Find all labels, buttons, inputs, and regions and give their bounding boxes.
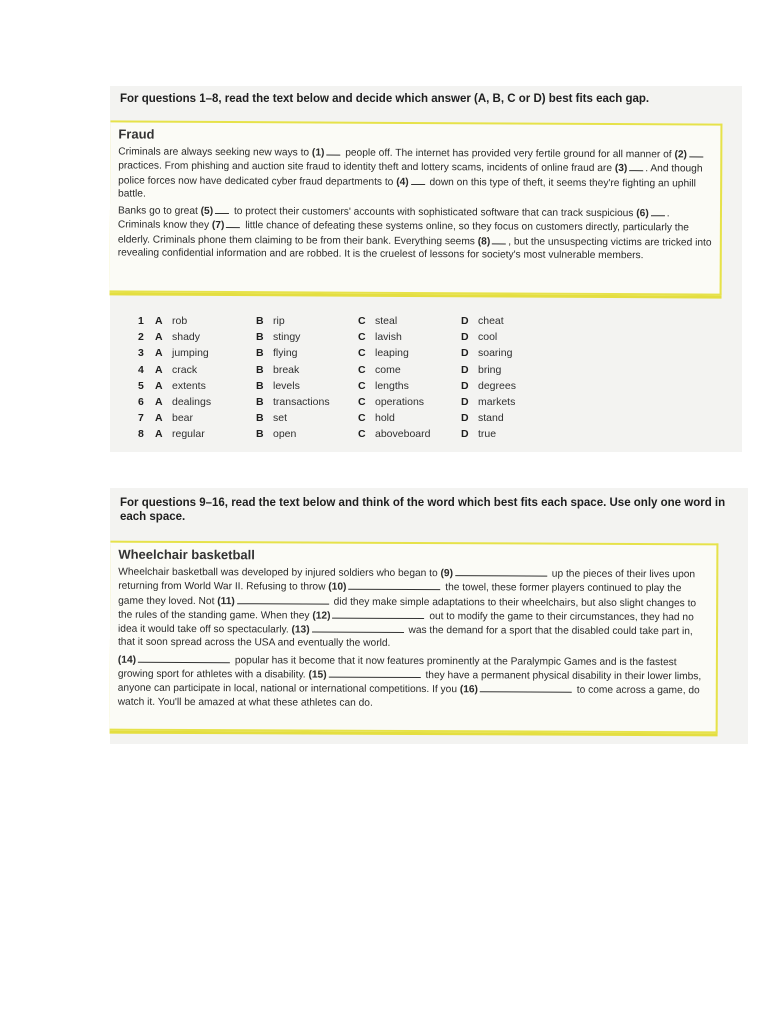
option-letter: A <box>155 379 163 392</box>
option-letter: C <box>358 315 366 327</box>
gap-14[interactable] <box>138 653 230 663</box>
gap-number-7: (7) <box>211 220 225 232</box>
option-d[interactable]: stand <box>478 412 504 425</box>
question-number: 7 <box>138 412 144 425</box>
option-letter: A <box>155 331 163 344</box>
option-a[interactable]: shady <box>172 331 201 344</box>
option-letter: B <box>256 395 264 408</box>
option-b[interactable]: flying <box>273 347 298 360</box>
option-letter: A <box>155 315 163 327</box>
gap-number-11: (11) <box>217 595 235 607</box>
option-letter: D <box>461 412 469 425</box>
gap-number-10: (10) <box>328 581 347 594</box>
gap-4[interactable] <box>411 175 425 185</box>
option-letter: D <box>461 363 469 376</box>
passage-paragraph-2: Banks go to great (5) to protect their customers' accounts with sophisticated software that can track suspicious (6) . Criminals know they (7) little chance of defeating these systems online, so they focus on customers directly, particularly the elderly. Criminals phone them claiming to be from their bank. Everything seems (8) , but the unsuspecting victims are tricked into revealing confidential information and are robbed. It is the cruelest of lessons for society's most vulnerable members. <box>117 205 712 262</box>
option-c[interactable]: come <box>375 363 401 376</box>
passage-paragraph-2: (14) popular has it become that it now features prominently at the Paralympic Games and is the fastest growing sport for athletes with a disability. (15) they have a permanent physical disability in their lower limbs, anyone can participate in local, national or international competitions. If you (16) to come across a game, do watch it. You'll be amazed at what these athletes can do. <box>117 654 702 709</box>
option-a[interactable]: dealings <box>172 395 212 408</box>
option-b[interactable]: break <box>273 363 300 376</box>
option-c[interactable]: hold <box>375 412 395 425</box>
passage-title-fraud: Fraud <box>118 126 155 142</box>
gap-number-1: (1) <box>311 147 325 159</box>
instructions-9-16: For questions 9–16, read the text below and think of the word which best fits each space. Use only one word in each space. <box>120 497 726 523</box>
option-letter: C <box>358 412 366 425</box>
option-letter: D <box>461 331 469 344</box>
option-letter: C <box>358 379 366 392</box>
gap-number-4: (4) <box>396 176 409 188</box>
option-d[interactable]: true <box>478 428 497 441</box>
question-number: 6 <box>138 395 144 408</box>
option-b[interactable]: open <box>273 428 297 441</box>
option-b[interactable]: rip <box>273 315 285 327</box>
gap-number-5: (5) <box>200 206 214 218</box>
passage-paragraph-1: Wheelchair basketball was developed by injured soldiers who began to (9) up the pieces of their lives upon returning from World War II. Refusing to throw (10) the towel, these former players continued to play the game they loved. Not (11) did they make simple adaptations to their wheelchairs, but also slight changes to the rules of the standing game. When they (12) out to modify the game to their circumstances, they had no idea it would take off so spectacularly. (13) was the demand for a sport that the disabled could take part in, that it soon spread across the USA and eventually the world. <box>117 566 697 650</box>
option-c[interactable]: lavish <box>375 331 402 344</box>
passage-box-wheelchair-basketball <box>110 541 719 734</box>
gap-number-14: (14) <box>117 654 137 666</box>
option-c[interactable]: leaping <box>375 347 409 360</box>
option-d[interactable]: cheat <box>478 315 504 327</box>
gap-number-13: (13) <box>291 624 310 636</box>
gap-9[interactable] <box>455 566 547 576</box>
option-b[interactable]: set <box>273 412 288 425</box>
question-number: 1 <box>138 315 144 327</box>
option-letter: D <box>461 379 469 392</box>
exercise-card-fraud <box>110 86 742 452</box>
gap-number-12: (12) <box>312 610 331 622</box>
option-d[interactable]: cool <box>478 331 498 344</box>
option-d[interactable]: degrees <box>478 379 516 392</box>
gap-6[interactable] <box>651 206 665 216</box>
gap-number-6: (6) <box>636 208 649 220</box>
option-letter: B <box>256 347 264 360</box>
gap-7[interactable] <box>226 218 240 228</box>
option-letter: C <box>358 331 366 344</box>
option-b[interactable]: levels <box>273 379 300 392</box>
gap-8[interactable] <box>492 234 506 244</box>
option-letter: D <box>461 347 469 360</box>
gap-5[interactable] <box>215 204 229 214</box>
gap-number-15: (15) <box>308 669 327 681</box>
gap-number-16: (16) <box>459 684 478 696</box>
option-a[interactable]: bear <box>172 412 194 425</box>
gap-16[interactable] <box>480 683 572 693</box>
gap-3[interactable] <box>629 161 643 171</box>
gap-1[interactable] <box>326 146 340 156</box>
option-letter: B <box>256 428 264 441</box>
passage-text-fraud <box>118 144 713 265</box>
option-letter: D <box>461 395 469 408</box>
option-d[interactable]: bring <box>478 363 502 376</box>
option-a[interactable]: jumping <box>172 347 209 360</box>
question-number: 3 <box>138 347 144 360</box>
gap-11[interactable] <box>237 594 329 604</box>
option-letter: A <box>155 347 163 360</box>
option-a[interactable]: extents <box>172 379 206 392</box>
option-d[interactable]: markets <box>478 395 516 408</box>
gap-13[interactable] <box>312 623 404 633</box>
option-c[interactable]: steal <box>375 315 398 327</box>
option-a[interactable]: crack <box>172 363 198 376</box>
option-letter: C <box>358 428 366 441</box>
gap-2[interactable] <box>689 147 703 157</box>
gap-12[interactable] <box>332 609 424 619</box>
option-letter: A <box>155 412 163 425</box>
option-letter: C <box>358 347 366 360</box>
question-number: 5 <box>138 379 144 392</box>
option-a[interactable]: rob <box>172 315 188 327</box>
option-letter: B <box>256 363 264 376</box>
passage-text-wheelchair-basketball <box>118 565 709 715</box>
gap-number-8: (8) <box>477 236 491 248</box>
option-letter: A <box>155 363 163 376</box>
option-c[interactable]: aboveboard <box>375 428 431 441</box>
option-letter: D <box>461 428 469 441</box>
question-number: 2 <box>138 331 144 344</box>
option-letter: C <box>358 395 366 408</box>
option-a[interactable]: regular <box>172 428 205 441</box>
gap-number-9: (9) <box>440 568 454 580</box>
question-number: 4 <box>138 363 144 376</box>
passage-paragraph-1: Criminals are always seeking new ways to (1) people off. The internet has provided very fertile ground for all manner of (2) practices. From phishing and auction site fraud to identity theft and lottery scams, incidents of online fraud are (3) . And though police forces now have dedicated cyber fraud departments to (4) down on this type of theft, it seems they're fighting an uphill battle. <box>118 146 703 200</box>
gap-number-2: (2) <box>674 149 687 161</box>
option-letter: B <box>256 331 264 344</box>
option-letter: B <box>256 315 264 327</box>
gap-15[interactable] <box>329 668 421 678</box>
exercise-card-wheelchair-basketball <box>110 488 748 744</box>
option-letter: D <box>461 315 469 327</box>
option-d[interactable]: soaring <box>478 347 513 360</box>
option-letter: C <box>358 363 366 376</box>
option-b[interactable]: stingy <box>273 331 301 344</box>
gap-number-3: (3) <box>614 163 628 175</box>
passage-box-fraud <box>110 120 723 295</box>
option-b[interactable]: transactions <box>273 395 330 408</box>
option-c[interactable]: operations <box>375 395 425 408</box>
option-letter: A <box>155 395 163 408</box>
option-letter: B <box>256 379 264 392</box>
passage-title-wheelchair-basketball: Wheelchair basketball <box>118 546 255 563</box>
option-c[interactable]: lengths <box>375 379 409 392</box>
option-letter: B <box>256 412 264 425</box>
gap-10[interactable] <box>348 580 440 590</box>
question-number: 8 <box>138 428 144 441</box>
option-letter: A <box>155 428 163 441</box>
instructions-1-8: For questions 1–8, read the text below and decide which answer (A, B, C or D) best fits each gap. <box>120 93 650 105</box>
